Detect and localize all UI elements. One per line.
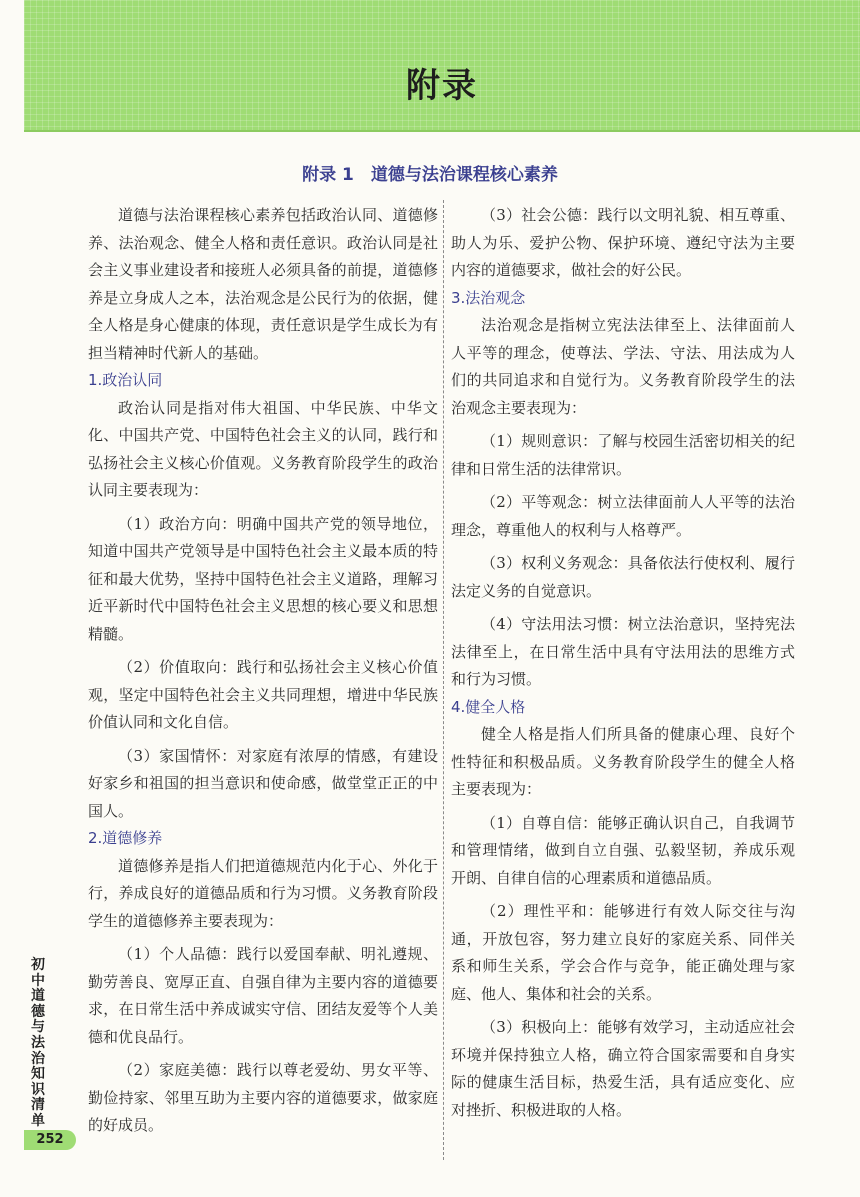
header-banner bbox=[24, 0, 860, 132]
list-item: （1）政治方向：明确中国共产党的领导地位，知道中国共产党领导是中国特色社会主义最本质的特征和最大优势，坚持中国特色社会主义道路，理解习近平新时代中国特色社会主义思想的核心要义和思想精髓。 bbox=[88, 514, 438, 643]
list-item: （2）平等观念：树立法律面前人人平等的法治理念，尊重他人的权利与人格尊严。 bbox=[451, 493, 795, 539]
list-item: （3）家国情怀：对家庭有浓厚的情感，有建设好家乡和祖国的担当意识和使命感，做堂堂正正的中国人。 bbox=[88, 746, 438, 820]
list-item: （1）自尊自信：能够正确认识自己，自我调节和管理情绪，做到自立自强、弘毅坚韧，养成乐观开朗、自律自信的心理素质和道德品质。 bbox=[451, 813, 795, 887]
page-number: 252 bbox=[24, 1130, 76, 1150]
left-column bbox=[88, 202, 438, 1140]
list-item: （1）规则意识：了解与校园生活密切相关的纪律和日常生活的法律常识。 bbox=[451, 432, 795, 478]
list-item: （2）价值取向：践行和弘扬社会主义核心价值观，坚定中国特色社会主义共同理想，增进中华民族价值认同和文化自信。 bbox=[88, 658, 438, 731]
column-divider bbox=[443, 200, 444, 1160]
paragraph: 健全人格是指人们所具备的健康心理、良好个性特征和积极品质。义务教育阶段学生的健全人格主要表现为： bbox=[451, 725, 795, 798]
paragraph: 政治认同是指对伟大祖国、中华民族、中华文化、中国共产党、中国特色社会主义的认同，践行和弘扬社会主义核心价值观。义务教育阶段学生的政治认同主要表现为： bbox=[88, 398, 438, 499]
book-side-label: 初中道德与法治知识清单 bbox=[31, 957, 45, 1129]
right-column bbox=[451, 202, 795, 1124]
section-heading-sound-personality: 4.健全人格 bbox=[451, 697, 526, 716]
list-item: （4）守法用法习惯：树立法治意识，坚持宪法法律至上，在日常生活中具有守法用法的思维方式和行为习惯。 bbox=[451, 615, 795, 688]
paragraph: 法治观念是指树立宪法法律至上、法律面前人人平等的理念，使尊法、学法、守法、用法成为人们的共同追求和自觉行为。义务教育阶段学生的法治观念主要表现为： bbox=[451, 316, 795, 417]
list-item: （2）理性平和：能够进行有效人际交往与沟通，开放包容，努力建立良好的家庭关系、同伴关系和师生关系，学会合作与竞争，能正确处理与家庭、他人、集体和社会的关系。 bbox=[451, 902, 795, 1003]
appendix-title: 附录 1 道德与法治课程核心素养 bbox=[302, 165, 558, 185]
intro-paragraph: 道德与法治课程核心素养包括政治认同、道德修养、法治观念、健全人格和责任意识。政治认同是社会主义事业建设者和接班人必须具备的前提，道德修养是立身成人之本，法治观念是公民行为的依据，健全人格是身心健康的体现，责任意识是学生成长为有担当精神时代新人的基础。 bbox=[88, 206, 438, 362]
list-item: （3）权利义务观念：具备依法行使权利、履行法定义务的自觉意识。 bbox=[451, 554, 795, 600]
section-heading-moral-cultivation: 2.道德修养 bbox=[88, 829, 163, 847]
section-heading-political-identity: 1.政治认同 bbox=[88, 371, 163, 389]
list-item: （2）家庭美德：践行以尊老爱幼、男女平等、勤俭持家、邻里互助为主要内容的道德要求，做家庭的好成员。 bbox=[88, 1061, 438, 1134]
banner-title: 附录 bbox=[406, 66, 478, 106]
list-item: （1）个人品德：践行以爱国奉献、明礼遵规、勤劳善良、宽厚正直、自强自律为主要内容的道德要求，在日常生活中养成诚实守信、团结友爱等个人美德和优良品行。 bbox=[88, 945, 438, 1046]
section-heading-rule-of-law: 3.法治观念 bbox=[451, 288, 526, 307]
paragraph: 道德修养是指人们把道德规范内化于心、外化于行，养成良好的道德品质和行为习惯。义务教育阶段学生的道德修养主要表现为： bbox=[88, 856, 438, 930]
list-item: （3）社会公德：践行以文明礼貌、相互尊重、助人为乐、爱护公物、保护环境、遵纪守法为主要内容的道德要求，做社会的好公民。 bbox=[451, 206, 795, 279]
list-item: （3）积极向上：能够有效学习，主动适应社会环境并保持独立人格，确立符合国家需要和自身实际的健康生活目标，热爱生活，具有适应变化、应对挫折、积极进取的人格。 bbox=[451, 1018, 795, 1119]
